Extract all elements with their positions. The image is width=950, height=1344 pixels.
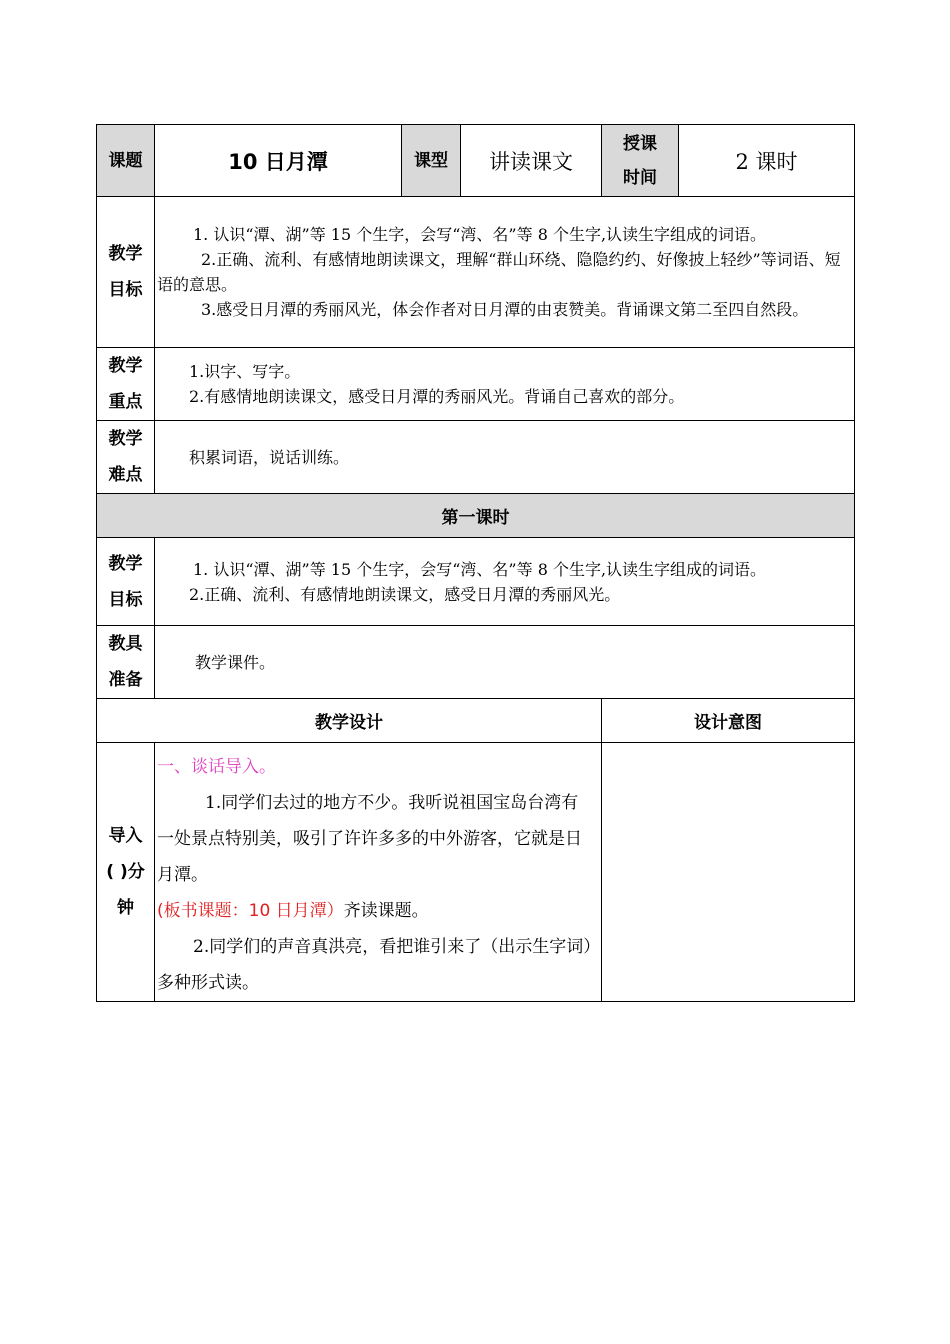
difficulties-row — [97, 421, 855, 494]
lesson1-goals-label — [97, 538, 155, 626]
tools-text: 教学课件。 — [195, 652, 276, 672]
design-paragraph-1: 1.同学们去过的地方不少。我听说祖国宝岛台湾有一处景点特别美，吸引了许许多多的中外游客，它就是日月潭。 — [157, 793, 582, 885]
lesson1-goals-label-line-1: 教学 — [108, 553, 143, 574]
goals-row — [97, 197, 855, 348]
time-label-line-2: 时间 — [623, 167, 657, 188]
intro-label-line-1: 导入 — [108, 826, 143, 846]
time-label-line-1: 授课 — [623, 133, 657, 154]
intent-column-header: 设计意图 — [602, 699, 855, 743]
key-points-label-line-2: 重点 — [108, 392, 143, 412]
key-points-label — [97, 348, 155, 421]
lesson-plan-table — [96, 124, 855, 1002]
tools-label-line-1: 教具 — [108, 634, 143, 654]
time-label — [602, 125, 679, 197]
difficulties-label-line-2: 难点 — [108, 465, 143, 485]
header-row — [97, 125, 855, 197]
goals-label — [97, 197, 155, 348]
lesson-plan — [96, 124, 854, 1002]
key-points-row — [97, 348, 855, 421]
design-heading: 一、谈话导入。 — [157, 757, 276, 777]
tools-label — [97, 626, 155, 699]
lesson1-goals-label-line-2: 目标 — [108, 589, 143, 610]
key-points-content — [155, 348, 855, 421]
difficulties-content — [155, 421, 855, 494]
intro-label-line-3: 钟 — [117, 898, 134, 918]
board-note: (板书课题：10 日月潭） — [157, 901, 344, 921]
design-header-row — [97, 699, 855, 743]
goal-item: 2.正确、流利、有感情地朗读课文，理解“群山环绕、隐隐约约、好像披上轻纱”等词语、短语的意思。 — [157, 250, 841, 294]
lesson1-title: 第一课时 — [97, 494, 855, 538]
design-column-header: 教学设计 — [97, 699, 602, 743]
lesson1-title-row — [97, 494, 855, 538]
key-points-label-line-1: 教学 — [108, 356, 143, 376]
design-content — [155, 743, 602, 1002]
topic-value: 10 日月潭 — [155, 125, 402, 197]
type-label: 课型 — [402, 125, 461, 197]
lesson1-goals-row — [97, 538, 855, 626]
key-point-item: 2.有感情地朗读课文，感受日月潭的秀丽风光。背诵自己喜欢的部分。 — [189, 387, 685, 406]
design-content-row — [97, 743, 855, 1002]
intent-content — [602, 743, 855, 1002]
key-point-item: 1.识字、写字。 — [189, 362, 301, 381]
difficulties-label-line-1: 教学 — [108, 429, 143, 449]
board-after: 齐读课题。 — [343, 901, 429, 921]
design-paragraph-2: 2.同学们的声音真洪亮，看把谁引来了（出示生字词）多种形式读。 — [157, 937, 592, 993]
lesson1-goal-item: 2.正确、流利、有感情地朗读课文，感受日月潭的秀丽风光。 — [189, 584, 621, 604]
topic-label: 课题 — [97, 125, 155, 197]
tools-row — [97, 626, 855, 699]
design-board-line — [157, 893, 595, 929]
intro-label-line-2: ( )分 — [106, 862, 145, 882]
difficulties-label — [97, 421, 155, 494]
tools-label-line-2: 准备 — [108, 670, 143, 690]
goals-label-line-1: 教学 — [108, 244, 143, 264]
hours-value: 2 课时 — [679, 125, 855, 197]
lesson1-goal-item: 1. 认识“潭、湖”等 15 个生字，会写“湾、名”等 8 个生字,认读生字组成的词语。 — [193, 559, 767, 579]
tools-content — [155, 626, 855, 699]
intro-label — [97, 743, 155, 1002]
goal-item: 3.感受日月潭的秀丽风光，体会作者对日月潭的由衷赞美。背诵课文第二至四自然段。 — [201, 300, 809, 319]
lesson1-goals-content — [155, 538, 855, 626]
goals-content — [155, 197, 855, 348]
goal-item: 1. 认识“潭、湖”等 15 个生字，会写“湾、名”等 8 个生字,认读生字组成的词语。 — [193, 225, 767, 244]
type-value: 讲读课文 — [461, 125, 602, 197]
goals-label-line-2: 目标 — [108, 280, 143, 300]
difficulties-text: 积累词语，说话训练。 — [189, 447, 350, 467]
